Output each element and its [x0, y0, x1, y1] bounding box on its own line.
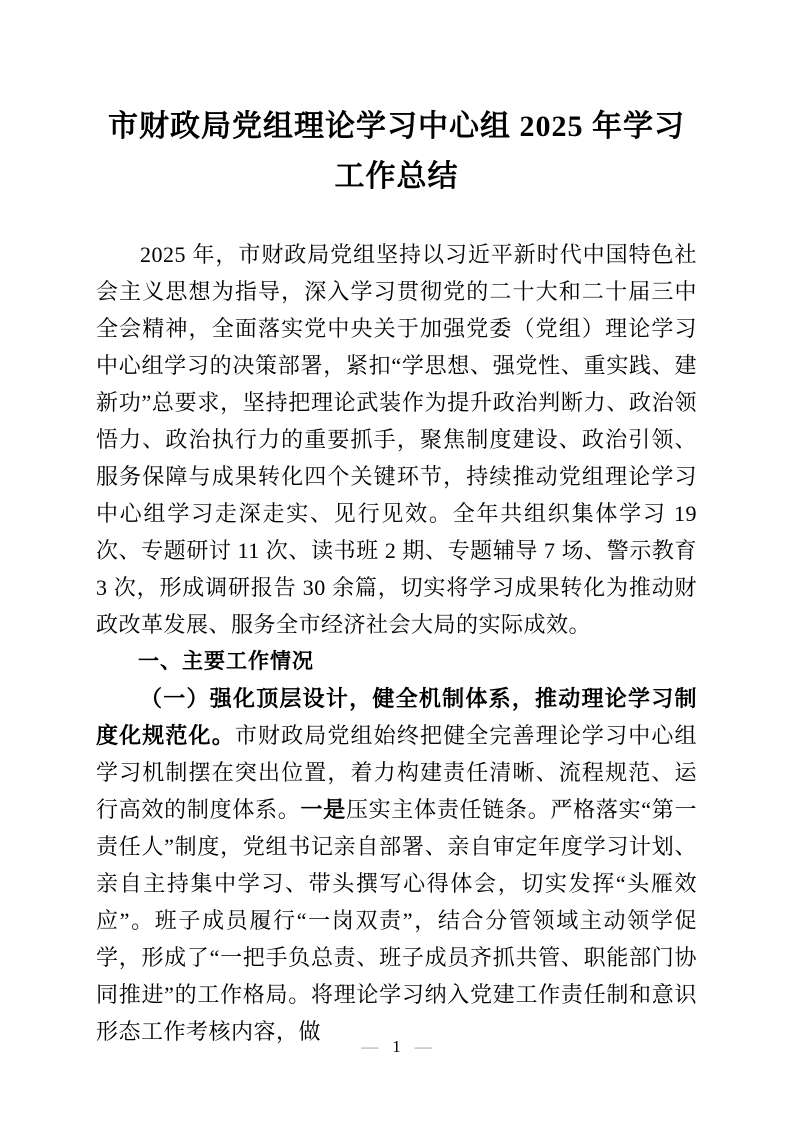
text-run: 市财政局党组始终把健全完善理论学习中心组学习机制摆在突出位置，着力构建责任清晰、流程规范、运行高效的制度体系。	[96, 723, 697, 822]
paragraph	[96, 236, 697, 643]
page-number: 1	[392, 1037, 401, 1056]
bold-text-run: 一是	[300, 797, 346, 822]
bold-text-run: （一）强化顶层设计，健全机制体系，推动理论学习制度化规范化。	[96, 686, 697, 748]
footer-right-dash: —	[414, 1037, 432, 1056]
page-footer	[0, 1036, 793, 1058]
footer-left-dash: —	[361, 1037, 379, 1056]
text-run: 2025 年，市财政局党组坚持以习近平新时代中国特色社会主义思想为指导，深入学习贯彻党的二十大和二十届三中全会精神，全面落实党中央关于加强党委（党组）理论学习中心组学习的决策部署，紧扣“学思想、强党性、重实践、建新功”总要求，坚持把理论武装作为提升政治判断力、政治领悟力、政治执行力的重要抓手，聚焦制度建设、政治引领、服务保障与成果转化四个关键环节，持续推动党组理论学习中心组学习走深走实、见行见效。全年共组织集体学习 19 次、专题研讨 11 次、读书班 2 期、专题辅导 7 场、警示教育 3 次，形成调研报告 30 余篇，切实将学习成果转化为推动财政改革发展、服务全市经济社会大局的实际成效。	[96, 242, 697, 637]
text-run: 压实主体责任链条。严格落实“第一责任人”制度，党组书记亲自部署、亲自审定年度学习计划、亲自主持集中学习、带头撰写心得体会，切实发挥“头雁效应”。班子成员履行“一岗双责”，结合分管领域主动领学促学，形成了“一把手负总责、班子成员齐抓共管、职能部门协同推进”的工作格局。将理论学习纳入党建工作责任制和意识形态工作考核内容，做	[96, 797, 697, 1044]
paragraph	[96, 680, 697, 1050]
document-body	[96, 236, 697, 1050]
section-heading: 一、主要工作情况	[138, 650, 314, 673]
document-title: 市财政局党组理论学习中心组 2025 年学习工作总结	[108, 110, 685, 193]
